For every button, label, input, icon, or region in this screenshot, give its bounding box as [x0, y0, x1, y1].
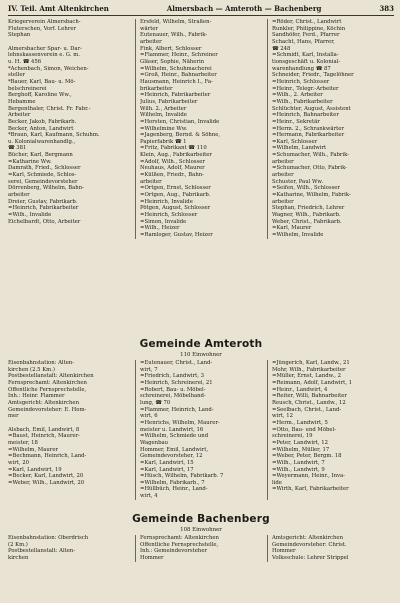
directory-entry: Sandhöfer, Ferd., Pfarrer	[272, 32, 340, 39]
directory-entry: =Heinr., Sekretär	[272, 118, 320, 125]
directory-entry: =Peter, Landwirt, 12	[272, 439, 328, 446]
directory-entry: =Fritz, Fabrikant ☎ 110	[140, 145, 207, 152]
column-middle	[135, 360, 262, 500]
directory-entry: (2 Km.)	[8, 541, 28, 548]
directory-entry: ☎ 248	[272, 45, 291, 52]
directory-entry: *Achenbach, Simon, Weichen-	[8, 65, 89, 72]
directory-entry: =Becker, Karl, Landwirt, 20	[8, 473, 84, 480]
directory-entry: *Bauer, Karl, Bau- u. Mö-	[8, 78, 76, 85]
directory-entry: arbeiter	[140, 178, 162, 185]
column-middle	[135, 535, 262, 562]
directory-entry: =Herm. 2., Schrankwärter	[272, 125, 344, 132]
directory-entry: Wagner, Wilh., Fabrikarb.	[272, 212, 341, 219]
directory-entry: Reusch, Christ., Landw., 12	[272, 399, 346, 406]
directory-entry: =Wilhelmine Ww.	[140, 125, 188, 132]
directory-entry: =Wilh., 2. Arbeiter	[272, 92, 323, 99]
directory-entry: lehnskassenverein e. G. m.	[8, 52, 80, 59]
directory-entry: Schlüchter, August, Assistent	[272, 105, 351, 112]
directory-entry: Eisenbahnstation: Alten-	[8, 360, 75, 366]
column-left	[8, 360, 130, 500]
directory-entry	[8, 39, 130, 46]
directory-entry: arbeiter	[272, 198, 294, 205]
directory-entry: =Karl, Schlosser	[272, 138, 318, 145]
directory-entry: meister u. Landwirt, 16	[140, 426, 204, 433]
directory-entry: =Robert, Bau- u. Möbel-	[140, 386, 206, 393]
directory-entry: schreinerei, 19	[272, 433, 313, 440]
directory-entry: wirt, 12	[272, 413, 293, 420]
page-number: 383	[379, 4, 394, 13]
directory-entry: serei, Gemeindevorsteher	[8, 178, 78, 185]
directory-entry: Alsbach, Emil, Landwirt, 8	[8, 426, 80, 433]
directory-entry: =Flammer, Heinr., Schreiner	[140, 52, 218, 59]
directory-entry: meister, 18	[8, 439, 38, 446]
directory-entry: wärter	[140, 25, 159, 32]
directory-entry: mer	[8, 413, 19, 420]
directory-entry: =Seelbach, Christ., Land-	[272, 406, 342, 413]
directory-entry: Öffentliche Fernsprechstelle,	[8, 386, 87, 393]
directory-entry: Gläser, Sophie, Näherin	[140, 58, 205, 65]
directory-entry: arbeiter	[8, 192, 30, 199]
section-almersbach	[8, 19, 394, 335]
directory-entry: =Wilh., Invalide	[8, 212, 52, 219]
directory-entry: =Karl, Schmiede, Schlos-	[8, 172, 77, 179]
directory-entry: =Otto, Bau- und Möbel-	[272, 426, 337, 433]
directory-entry: =Hüllbüch, Heinr., Land-	[140, 486, 208, 493]
directory-entry: Kriegerverein Almersbach-	[8, 19, 81, 25]
directory-entry: Hommer	[272, 548, 296, 555]
directory-entry: Eichelbardt, Otto, Arbeiter	[8, 218, 81, 225]
directory-entry: =Heinrich, Bahnarbeiter	[272, 112, 339, 119]
column-left	[8, 19, 130, 239]
directory-entry: =Reiter, Willi, Bahnarbeiter	[272, 393, 347, 400]
directory-entry: =Külßen, Friedr., Bahn-	[140, 172, 204, 179]
directory-entry: u. Kolonialwarenhandlg.,	[8, 138, 76, 145]
directory-entry: Julius, Fabrikarbeiter	[140, 98, 198, 105]
directory-entry: Inh.: Gemeindevorsteher	[140, 548, 207, 555]
directory-entry: lide	[272, 479, 282, 486]
directory-entry: Wilh. 2., Arbeiter	[140, 105, 187, 112]
directory-entry: =Heinr., Landwirt, 4	[272, 386, 328, 393]
directory-entry: schreinerei, Möbelhand-	[140, 393, 206, 400]
directory-entry: =Flammer, Heinrich, Land-	[140, 406, 214, 413]
directory-entry: =Wilhelm, Landwirt	[272, 145, 327, 152]
directory-entry: Ersfeld, Wilhelm, Straßen-	[140, 19, 212, 25]
directory-entry: =Wilh., Landwirt, 7	[272, 459, 325, 466]
directory-entry: =Groß, Heinr., Bahnarbeiter	[140, 72, 217, 79]
directory-entry: Bücher, Karl, Bergmann	[8, 152, 73, 159]
directory-entry: Amtsgericht: Altenkirchen	[8, 399, 79, 406]
directory-entry: Becker, Anton, Landwirt	[8, 125, 74, 132]
directory-entry: =Simon, Invalide	[140, 218, 187, 225]
directory-entry: Wagenbau	[140, 439, 169, 446]
directory-entry: Postbestellanstalt: Altenkirchen	[8, 373, 94, 380]
directory-entry: Becker, Jakob, Fabrikarb.	[8, 118, 77, 125]
directory-entry: Gemeindevorsteher: E. Hom-	[8, 406, 87, 413]
directory-entry: =Hermann, Fabrikarbeiter	[272, 132, 345, 139]
directory-entry: =Heinrich, Fabrikarbeiter	[8, 205, 79, 212]
column-left	[8, 535, 130, 562]
directory-entry: Hebamme	[8, 98, 36, 105]
directory-entry: steller	[8, 72, 26, 79]
directory-entry: warenhandlung ☎ 87	[272, 65, 331, 72]
directory-entry: =Karl, Landwirt, 17	[140, 466, 194, 473]
directory-entry: =Wilh., Heizer	[140, 225, 180, 232]
column-middle	[135, 19, 262, 239]
directory-entry: =Wirth, Karl, Fabrikarbeiter	[272, 486, 349, 493]
directory-entry: =Röder, Christ., Landwirt	[272, 19, 342, 25]
directory-entry: Öffentliche Fernsprechstelle,	[140, 541, 219, 548]
directory-entry: =Wilhelm, Fabrikarb., 7	[140, 479, 205, 486]
directory-entry: =Hüsch, Wilhelm, Fabrikarb. 7	[140, 473, 224, 480]
section-population: 108 Einwohner	[180, 527, 222, 533]
directory-entry: Schneider, Friedr., Tagelöhner	[272, 72, 354, 79]
directory-entry: =Heinrich, Schlosser	[140, 212, 198, 219]
directory-entry: =Ortgen, Ernst, Schlosser	[140, 185, 211, 192]
directory-entry: Stephan, Friedrich, Lehrer	[272, 205, 345, 212]
directory-entry: =Schumacher, Wilh., Fabrik-	[272, 152, 350, 159]
directory-entry: Fluterschen, Vorf. Lehrer	[8, 25, 77, 32]
directory-entry: Arbeiter	[8, 112, 31, 119]
directory-entry: Runkler, Philippine, Köchin	[272, 25, 346, 32]
directory-entry: *Braun, Karl, Kaufmann, Schuhm.	[8, 132, 100, 139]
directory-entry: Inh.: Heinr. Flammer	[8, 393, 65, 400]
directory-entry: Wilhelm, Invalide	[140, 112, 187, 119]
directory-entry: =Wilhelm, Invalide	[272, 232, 324, 238]
directory-entry: Dreier, Gustav, Fabrikarb.	[8, 198, 78, 205]
directory-entry: Mohr, Wilh., Fabrikarbeiter	[272, 366, 346, 373]
directory-entry: =Bechmann, Heinrich, Land-	[8, 453, 87, 460]
directory-entry: =Weyermann, Heinr., Inva-	[272, 473, 345, 480]
directory-entry: Hausmann, Heinrich I., Fa-	[140, 78, 213, 85]
directory-entry: Hommer, Emil, Landwirt,	[140, 446, 209, 453]
directory-entry: Hommer	[140, 554, 164, 561]
directory-entry: brikarbeiter	[140, 85, 173, 92]
directory-entry: Papierfabrik ☎ 1	[140, 138, 187, 145]
directory-entry: =Henrichs, Wilhelm, Maurer-	[140, 419, 220, 426]
directory-entry: =Wilh., Landwirt, 9	[272, 466, 325, 473]
directory-entry: Eisenbahnstation: Oberdrisch	[8, 535, 89, 541]
directory-entry: arbeiter	[272, 158, 294, 165]
directory-entry: wirt, 7	[140, 366, 158, 373]
section-amteroth	[8, 338, 394, 510]
directory-entry: =Karl, Landwirt, 15	[140, 459, 194, 466]
directory-entry: =Herm., Landwirt, 5	[272, 419, 328, 426]
column-right	[267, 535, 394, 562]
directory-entry: wirt, 20	[8, 459, 29, 466]
directory-entry: tionsgeschäft u. Kolonial-	[272, 58, 341, 65]
directory-entry: =Heinrich, Schreinerei, 21	[140, 379, 213, 386]
directory-entry	[8, 420, 130, 427]
directory-entry: Fink, Albert, Schlosser	[140, 45, 202, 52]
directory-entry: =Heinrich, Invalide	[140, 198, 193, 205]
directory-entry: =Baust, Heinrich, Maurer-	[8, 433, 80, 440]
section-bachenberg	[8, 513, 394, 603]
directory-entry: =Wilh., Fabrikarbeiter	[272, 98, 333, 105]
section-population: 110 Einwohner	[180, 352, 222, 358]
directory-entry: =Weber, Wilh., Landwirt, 20	[8, 479, 85, 486]
directory-entry: Dörrenberg, Wilhelm, Bahn-	[8, 185, 84, 192]
directory-entry: =Wilhelm, Müller, 17	[272, 446, 330, 453]
directory-entry: =Wilhelm, Schmiede und	[140, 433, 209, 440]
directory-entry: u. H. ☎ 456	[8, 58, 42, 65]
directory-entry: Neuhaus, Adolf, Maurer	[140, 165, 205, 172]
directory-entry: =Ortgen, Aug., Fabrikarb.	[140, 192, 211, 199]
directory-entry: =Horsten, Christian, Invalide	[140, 118, 220, 125]
directory-entry: =Seifen, Wilh., Schlosser	[272, 185, 340, 192]
directory-entry: =Jüngerich, Karl, Landw., 21	[272, 360, 350, 366]
directory-entry: Postbestellanstalt: Alten-	[8, 548, 76, 555]
directory-entry: =Katharine Ww.	[8, 158, 52, 165]
directory-entry: kirchen (2.5 Km.)	[8, 366, 55, 373]
directory-entry: =Heinr., Telegr.-Arbeiter	[272, 85, 339, 92]
running-head-left: IV. Teil. Amt Altenkirchen	[8, 4, 109, 13]
directory-entry: kirchen	[8, 554, 29, 561]
directory-entry: =Karl, Maurer	[272, 225, 312, 232]
directory-entry: Bergenthaler, Christ. Fr. Fabr.-	[8, 105, 91, 112]
directory-entry: wirt, 4	[140, 493, 158, 500]
column-right	[267, 360, 394, 500]
running-head-center: Almersbach — Amteroth — Bachenberg	[166, 4, 322, 13]
directory-entry: ☎ 381	[8, 145, 27, 152]
directory-entry: belschreinerei	[8, 85, 47, 92]
column-right	[267, 19, 394, 239]
directory-entry: Pötgen, August, Schlosser	[140, 205, 211, 212]
directory-entry: Volksschule: Lehrer Strippel	[272, 554, 349, 561]
directory-entry: Weber, Christ., Fabrikarb.	[272, 218, 342, 225]
directory-entry: Berghoff, Karoline Ww.,	[8, 92, 72, 99]
directory-entry: wirt, 6	[140, 413, 158, 420]
directory-entry: =Weber, Peter, Bergm. 18	[272, 453, 342, 460]
directory-entry: =Schumacher, Otto, Fabrik-	[272, 165, 348, 172]
directory-entry: Schacht, Hans, Pfarrer,	[272, 38, 335, 45]
directory-entry: =Jagenberg, Bernd. & Söhne,	[140, 132, 221, 139]
directory-entry: =Eutenauer, Christ., Land-	[140, 360, 213, 366]
directory-entry: =Heinrich, Fabrikarbeiter	[140, 92, 211, 99]
directory-entry: Schuster, Paul Ww.	[272, 178, 324, 185]
directory-entry: Gemeindevorsteher: Christ.	[272, 541, 347, 548]
directory-entry: Damrath, Fried., Schlosser	[8, 165, 81, 172]
directory-entry: arbeiter	[140, 38, 162, 45]
directory-entry: Klein, Aug., Fabrikarbeiter	[140, 152, 212, 159]
running-head	[8, 4, 394, 16]
directory-entry: Fernsprechamt: Altenkirchen	[140, 535, 219, 541]
section-title: Gemeinde Bachenberg	[132, 513, 270, 525]
directory-entry: Stephan	[8, 32, 31, 39]
directory-entry: Fernsprechamt: Altenkirchen	[8, 379, 87, 386]
section-title: Gemeinde Amteroth	[139, 338, 263, 350]
directory-entry: =Adolf, Wilh., Schlosser	[140, 158, 205, 165]
directory-entry: arbeiter	[272, 172, 294, 179]
directory-entry: lung, ☎ 70	[140, 399, 171, 406]
directory-entry: Gemeindevorsteher, 12	[140, 453, 203, 460]
directory-entry: Amtsgericht: Altenkirchen	[272, 535, 343, 541]
directory-entry: =Reimann, Adolf, Landwirt, 1	[272, 379, 352, 386]
directory-entry: Eutenauer, Wilh., Fabrik-	[140, 32, 208, 39]
directory-entry: =Wilhelm, Maurer	[8, 446, 58, 453]
directory-entry: =Friedrich, Landwirt, 3	[140, 373, 204, 380]
directory-entry: Almersbacher Spar- u. Dar-	[8, 45, 82, 52]
directory-entry: =Katharine, Wilhelm, Fabrik-	[272, 192, 351, 199]
directory-entry: =Ramloger, Gustav, Heizer	[140, 232, 213, 238]
directory-entry: =Schmidt, Karl, Installa-	[272, 52, 339, 59]
directory-entry: =Karl, Landwirt, 19	[8, 466, 62, 473]
directory-entry: =Heinrich, Schlosser	[272, 78, 330, 85]
directory-entry: =Wilhelm, Schuhmacherei	[140, 65, 212, 72]
directory-entry: =Müller, Ernst, Landw., 2	[272, 373, 341, 380]
